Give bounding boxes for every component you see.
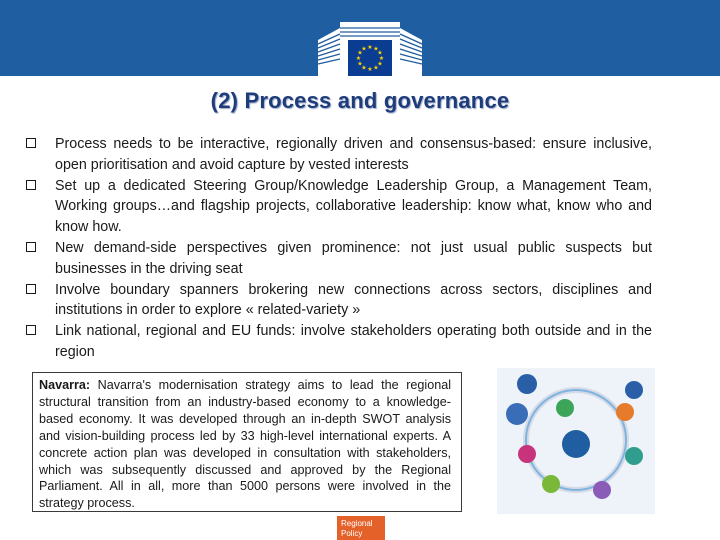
svg-text:★: ★ (373, 45, 379, 53)
tag-line-1: Regional (341, 519, 373, 528)
bullet-list (26, 134, 652, 363)
bullet-item: Set up a dedicated Steering Group/Knowledge Leadership Group, a Management Team, Working groups…and flagship projects, collaborative leadership: know what, know who and know how. (26, 176, 652, 238)
checkbox-bullet-icon (26, 325, 36, 335)
svg-text:★: ★ (357, 60, 363, 68)
svg-text:★: ★ (355, 55, 362, 62)
svg-text:★: ★ (367, 66, 373, 73)
checkbox-bullet-icon (26, 284, 36, 294)
navarra-case-box (32, 372, 462, 512)
strategy-diagram-icon (497, 368, 655, 514)
page-title: (2) Process and governance (210, 88, 510, 113)
regional-policy-tag (337, 516, 385, 540)
case-label: Navarra: (39, 378, 91, 392)
bullet-item: Link national, regional and EU funds: involve stakeholders operating both outside and in the region (26, 321, 652, 363)
svg-text:★: ★ (361, 45, 367, 53)
tag-line-2: Policy (341, 529, 363, 538)
svg-text:★: ★ (357, 49, 363, 57)
bullet-item: Involve boundary spanners brokering new connections across sectors, disciplines and institutions in order to explore « related-variety » (26, 280, 652, 322)
svg-text:★: ★ (377, 60, 383, 68)
checkbox-bullet-icon (26, 138, 36, 148)
svg-text:★: ★ (378, 55, 385, 62)
svg-text:★: ★ (373, 64, 379, 72)
bullet-item: Process needs to be interactive, regionally driven and consensus-based: ensure inclusive, open prioritisation and avoid capture by vested interests (26, 134, 652, 176)
svg-text:★: ★ (367, 44, 373, 51)
case-text: Navarra's modernisation strategy aims to lead the regional structural transition from an industry-based economy to a knowledge-based economy. It was developed through an in-depth SWOT analysis and vision-building process led by 33 high-level international experts. A concrete action plan was developed in consultation with stakeholders, which was subsequently discussed and approved by the Regional Parliament. All in all, more than 5000 persons were involved in the strategy process. (39, 378, 452, 511)
header-banner (0, 0, 720, 76)
eu-commission-logo-icon (310, 10, 430, 76)
checkbox-bullet-icon (26, 180, 36, 190)
bullet-item: New demand-side perspectives given prominence: not just usual public suspects but businesses in the driving seat (26, 238, 652, 280)
checkbox-bullet-icon (26, 242, 36, 252)
svg-text:★: ★ (361, 64, 367, 72)
svg-text:★: ★ (377, 49, 383, 57)
